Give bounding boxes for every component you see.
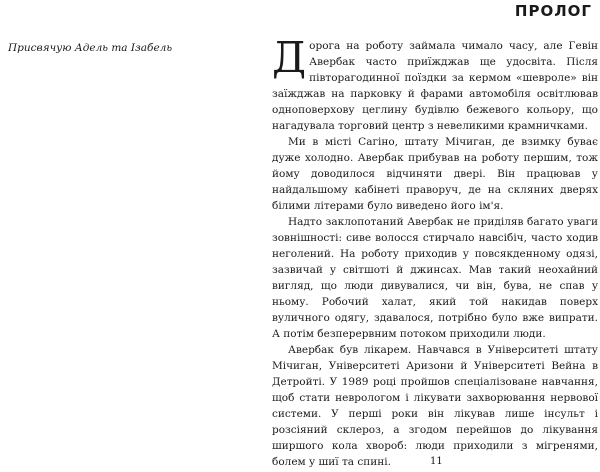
page-number: 11 <box>430 456 443 467</box>
chapter-title: ПРОЛОГ <box>514 2 592 20</box>
paragraph-text: орога на роботу займала чимало часу, але Гевін Авербак часто приїжджав ще удосвіта. Після півторагодинної поїздки за кермом «шевроле» він заїжджав на парковку й фарами автомобіля освітлював одноповерхову цеглину будівлю бежевого кольору, що нагадувала торговий центр з невеликими крамничками. <box>272 40 598 132</box>
paragraph: Ми в місті Сагіно, штату Мічиган, де взимку буває дуже холодно. Авербак прибував на роботу першим, тож йому доводилося відчиняти двері. Він працював у найдальшому кабінеті праворуч, де на скляних дверях білими літерами було виведено його ім'я. <box>272 136 598 212</box>
dedication: Присвячую Адель та Ізабель <box>8 42 173 54</box>
drop-cap: Д <box>272 33 307 82</box>
paragraph <box>272 33 598 134</box>
body-text <box>272 33 598 470</box>
paragraph: Авербак був лікарем. Навчався в Університеті штату Мічиган, Університеті Аризони й Університеті Вейна в Детройті. У 1989 році пройшов спеціалізоване навчання, щоб стати неврологом і лікувати захворювання нервової системи. У перші роки він лікував лише інсульт і розсіяний склероз, а згодом перейшов до лікування ширшого кола хвороб: люди приходили з мігренями, болем у шиї та спині. <box>272 344 598 468</box>
paragraph: Надто заклопотаний Авербак не приділяв багато уваги зовнішності: сиве волосся стирчало навсібіч, часто ходив неголений. На роботу приходив у повсякденному одязі, зазвичай у світшоті й джинсах. Мав такий неохайний вигляд, що люди дивувалися, чи він, бува, не спав у ньому. Робочий халат, який той накидав поверх вуличного одягу, здавалося, потрібно було вже випрати. А потім безперервним потоком приходили люди. <box>272 216 598 340</box>
